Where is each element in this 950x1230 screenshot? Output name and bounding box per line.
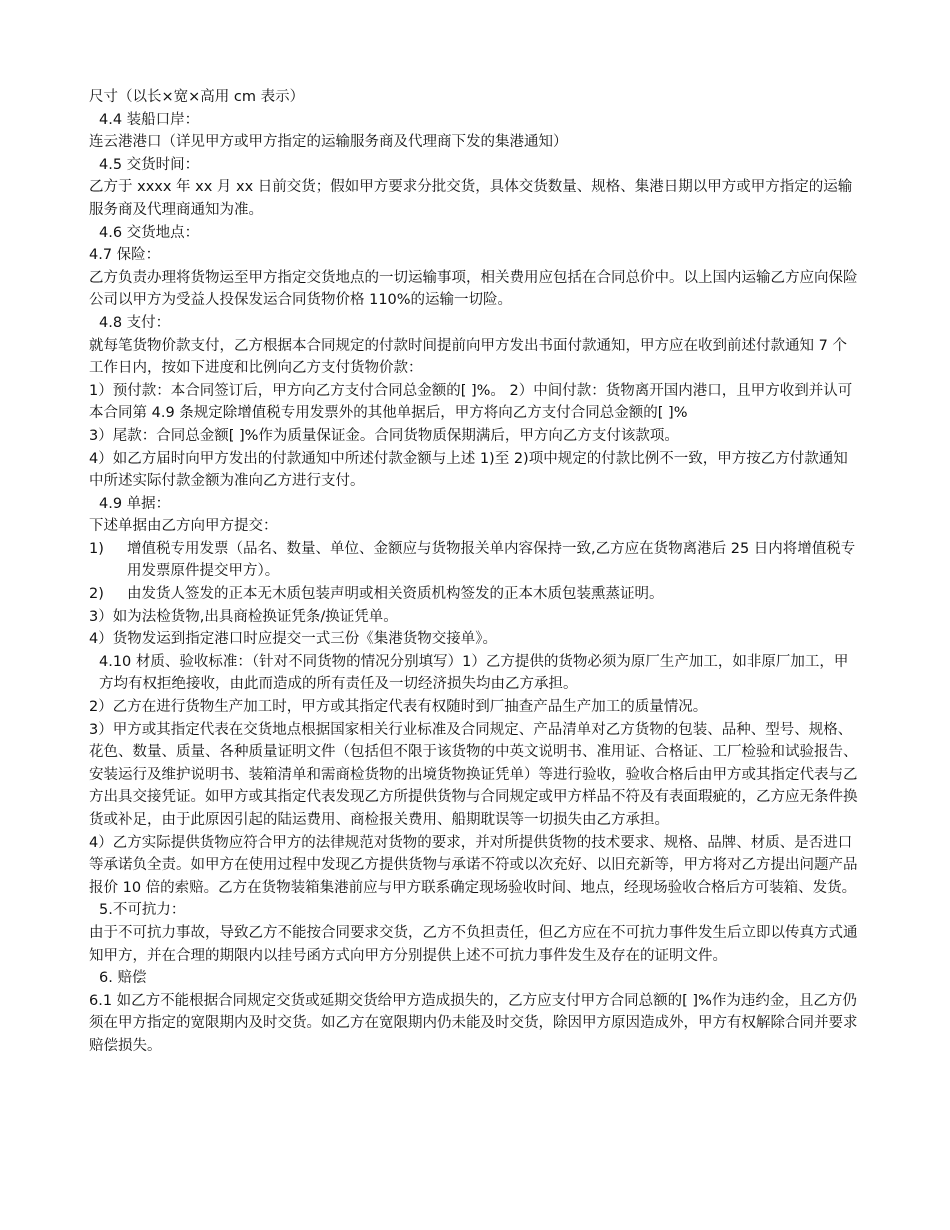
inspection-item-4: 4）乙方实际提供货物应符合甲方的法律规范对货物的要求，并对所提供货物的技术要求、规格、品牌、材质、是否进口等承诺负全责。如甲方在使用过程中发现乙方提供货物与承诺不符或以次充好、以旧充新等，甲方将对乙方提出问题产品报价 10 倍的索赔。乙方在货物装箱集港前应与甲方联系确定现场验收时间、地点，经现场验收合格后方可装箱、发货。 — [89, 834, 858, 896]
document-item-3: 3）如为法检货物,出具商检换证凭条/换证凭单。 — [89, 608, 398, 625]
insurance-text: 乙方负责办理将货物运至甲方指定交货地点的一切运输事项，相关费用应包括在合同总价中。以上国内运输乙方应向保险公司以甲方为受益人投保发运合同货物价格 110%的运输一切险。 — [89, 269, 858, 309]
section-heading-4-8: 4.8 支付： — [99, 314, 171, 331]
section-heading-4-7: 4.7 保险： — [89, 247, 161, 264]
section-heading-4-5: 4.5 交货时间： — [99, 156, 200, 173]
compensation-6-1-text: 6.1 如乙方不能根据合同规定交货或延期交货给甲方造成损失的，乙方应支付甲方合同总额的[ ]%作为违约金，且乙方仍须在甲方指定的宽限期内及时交货。如乙方在宽限期内仍未能及时交货，除因甲方原因造成外，甲方有权解除合同并要求赔偿损失。 — [89, 992, 858, 1054]
payment-item-3: 3）尾款：合同总金额[ ]%作为质量保证金。合同货物质保期满后，甲方向乙方支付该款项。 — [89, 427, 679, 444]
contract-page — [89, 86, 859, 1058]
payment-item-1-2: 1）预付款：本合同签订后，甲方向乙方支付合同总金额的[ ]%。 2）中间付款：货物离开国内港口，且甲方收到并认可本合同第 4.9 条规定除增值税专用发票外的其他单据后，甲方将向乙方支付合同总金额的[ ]% — [89, 382, 853, 422]
document-item-2-text: 由发货人签发的正本无木质包装声明或相关资质机构签发的正本木质包装熏蒸证明。 — [127, 586, 664, 603]
delivery-time-text: 乙方于 xxxx 年 xx 月 xx 日前交货；假如甲方要求分批交货，具体交货数量、规格、集港日期以甲方或甲方指定的运输服务商及代理商通知为准。 — [89, 179, 853, 218]
payment-intro-text: 就每笔货物价款支付，乙方根据本合同规定的付款时间提前向甲方发出书面付款通知，甲方应在收到前述付款通知 7 个工作日内，按如下进度和比例向乙方支付货物价款： — [89, 337, 847, 377]
document-item-1-number: 1) — [89, 540, 104, 557]
section-heading-4-9: 4.9 单据： — [99, 495, 171, 512]
dimension-note: 尺寸（以长×宽×高用 cm 表示） — [89, 89, 305, 105]
payment-item-4: 4）如乙方届时向甲方发出的付款通知中所述付款金额与上述 1)至 2)项中规定的付款比例不一致，甲方按乙方付款通知中所述实际付款金额为准向乙方进行支付。 — [89, 450, 848, 490]
document-item-4: 4）货物发运到指定港口时应提交一式三份《集港货物交接单》。 — [89, 631, 497, 648]
section-heading-4-10: 4.10 材质、验收标准：（针对不同货物的情况分别填写）1）乙方提供的货物必须为原厂生产加工，如非原厂加工，甲方均有权拒绝接收，由此而造成的所有责任及一切经济损失均由乙方承担。 — [99, 653, 849, 693]
document-item-2-number: 2) — [89, 586, 104, 603]
document-item-1-text: 增值税专用发票（品名、数量、单位、金额应与货物报关单内容保持一致,乙方应在货物离港后 25 日内将增值税专用发票原件提交甲方）。 — [127, 540, 856, 580]
loading-port-text: 连云港港口（详见甲方或甲方指定的运输服务商及代理商下发的集港通知） — [89, 134, 568, 151]
force-majeure-text: 由于不可抗力事故，导致乙方不能按合同要求交货，乙方不负担责任，但乙方应在不可抗力事件发生后立即以传真方式通知甲方，并在合理的期限内以挂号函方式向甲方分别提供上述不可抗力事件发生及存在的证明文件。 — [89, 924, 858, 964]
section-heading-6: 6. 赔偿 — [99, 970, 147, 987]
document-item-1 — [89, 538, 859, 583]
inspection-item-2: 2）乙方在进行货物生产加工时，甲方或其指定代表有权随时到厂抽查产品生产加工的质量情况。 — [89, 699, 708, 716]
document-item-2 — [89, 583, 859, 606]
inspection-item-3: 3）甲方或其指定代表在交货地点根据国家相关行业标准及合同规定、产品清单对乙方货物的包装、品种、型号、规格、花色、数量、质量、各种质量证明文件（包括但不限于该货物的中英文说明书、准用证、合格证、工厂检验和试验报告、安装运行及维护说明书、装箱清单和需商检货物的出境货物换证凭单）等进行验收，验收合格后由甲方或其指定代表与乙方出具交接凭证。如甲方或其指定代表发现乙方所提供货物与合同规定或甲方样品不符及有表面瑕疵的，乙方应无条件换货或补足，由于此原因引起的陆运费用、商检报关费用、船期耽误等一切损失由乙方承担。 — [89, 721, 858, 828]
section-heading-4-4: 4.4 装船口岸： — [99, 111, 200, 128]
section-heading-4-6: 4.6 交货地点： — [99, 224, 200, 241]
section-heading-5: 5.不可抗力： — [99, 902, 186, 919]
documents-intro-text: 下述单据由乙方向甲方提交： — [89, 518, 278, 535]
